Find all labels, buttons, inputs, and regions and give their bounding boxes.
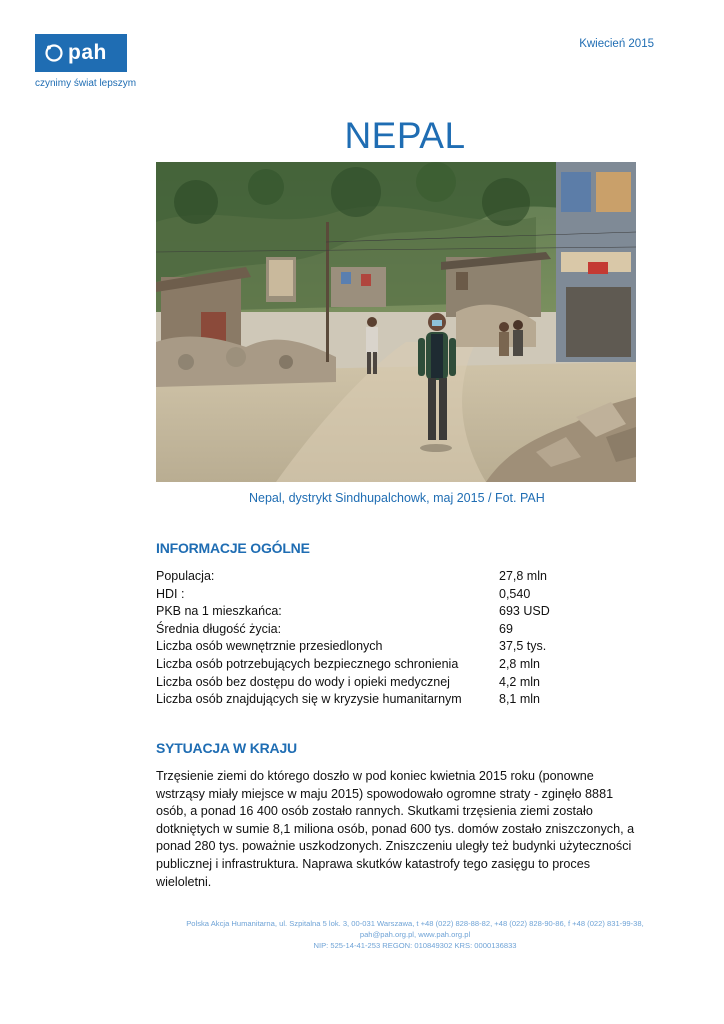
info-value: 27,8 mln — [499, 569, 547, 583]
info-row — [156, 603, 576, 621]
nepal-earthquake-photo — [156, 162, 636, 482]
logo-text: pah — [68, 41, 107, 64]
info-label: Populacja: — [156, 569, 215, 583]
situation-body — [156, 768, 656, 891]
info-row — [156, 674, 576, 692]
situation-line: ponad 280 tys. poważnie uszkodzonych. Zniszczeniu uległy też budynki użyteczności — [156, 839, 632, 854]
footer-address: Polska Akcja Humanitarna, ul. Szpitalna 5 lok. 3, 00-031 Warszawa, t +48 (022) 828-88-82, +48 (022) 828-90-86, f +48 (022) 831-99-38, — [186, 919, 644, 928]
info-row — [156, 621, 576, 639]
footer — [150, 918, 680, 951]
situation-line: wieloletni. — [156, 874, 212, 889]
situation-line: dotkniętych w sumie 8,1 miliona osób, ponad 600 tys. domów zostało zniszczonych, a — [156, 821, 635, 836]
info-value: 0,540 — [499, 586, 531, 601]
info-label: HDI : — [156, 586, 185, 601]
info-row — [156, 568, 576, 586]
footer-registration: NIP: 525-14-41-253 REGON: 010849302 KRS: 0000136833 — [313, 941, 517, 950]
info-row — [156, 638, 576, 656]
info-value: 4,2 mln — [499, 674, 540, 689]
general-info-heading: INFORMACJE OGÓLNE — [156, 540, 310, 556]
photo-caption: Nepal, dystrykt Sindhupalchowk, maj 2015 / Fot. PAH — [249, 491, 545, 505]
info-label: Średnia długość życia: — [156, 621, 282, 636]
footer-contact: pah@pah.org.pl, www.pah.org.pl — [359, 930, 471, 939]
info-label: Liczba osób bez dostępu do wody i opieki medycznej — [156, 674, 450, 689]
situation-line: osób, a ponad 16 400 osób zostało rannych. Skutkami trzęsienia ziemi zostało — [156, 804, 593, 819]
tagline: czynimy świat lepszym — [35, 78, 137, 89]
info-label: Liczba osób potrzebujących bezpiecznego schronienia — [156, 656, 459, 671]
situation-line: publicznej i infrastruktura. Naprawa skutków katastrofy tego zasięgu to proces — [156, 856, 590, 871]
pah-logo — [35, 34, 127, 72]
info-value: 8,1 mln — [499, 692, 540, 707]
info-row — [156, 656, 576, 674]
document-date: Kwiecień 2015 — [579, 38, 654, 50]
info-label: Liczba osób znajdujących się w kryzysie humanitarnym — [156, 692, 462, 707]
info-value: 2,8 mln — [499, 656, 540, 671]
info-label: PKB na 1 mieszkańca: — [156, 604, 282, 619]
situation-heading: SYTUACJA W KRAJU — [156, 740, 297, 756]
info-row — [156, 691, 576, 709]
situation-line: wstrząsy miały miejsce w maju 2015) spowodowało ogromne straty - zginęło 8881 — [156, 786, 614, 801]
info-label: Liczba osób wewnętrznie przesiedlonych — [156, 639, 383, 654]
page-title: NEPAL — [344, 115, 466, 156]
situation-line: Trzęsienie ziemi do którego doszło w pod koniec kwietnia 2015 roku (ponowne — [156, 769, 594, 783]
info-value: 69 — [499, 621, 513, 636]
info-value: 37,5 tys. — [499, 639, 547, 654]
info-row — [156, 586, 576, 604]
general-info-table — [156, 568, 576, 709]
info-value: 693 USD — [499, 604, 550, 619]
pah-logo-icon — [45, 44, 63, 62]
